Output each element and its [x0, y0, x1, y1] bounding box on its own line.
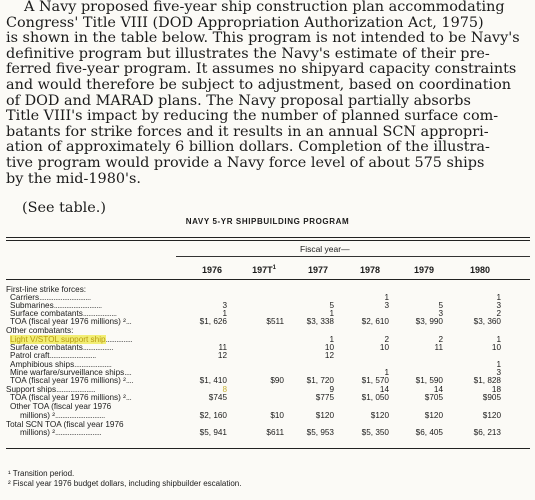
see-table-note: (See table.) — [22, 200, 106, 216]
leader-dots: ............... — [105, 335, 133, 344]
para-line: by the mid-1980's. — [6, 170, 141, 187]
row-label-text: TOA (fiscal year 1976 millions) ² — [10, 393, 126, 402]
row-label — [10, 393, 131, 402]
leader-dots: ................. — [82, 343, 113, 352]
cell-1980: $120 — [482, 411, 501, 420]
cell-1978: 2 — [384, 335, 389, 344]
row-label-text: millions) ² — [20, 428, 56, 437]
row-label-text: Surface combatants — [10, 343, 83, 352]
para-line: and would therefore be subject to adjustment, based on coordination — [6, 76, 512, 93]
para-line: ation of approximately 6 billion dollars. Completion of the illustra- — [6, 139, 490, 156]
row-label-text: Patrol craft — [10, 351, 50, 360]
cell-1978: $1, 570 — [361, 376, 389, 385]
table-top-rule-2 — [6, 240, 530, 241]
cell-1976: 12 — [217, 351, 227, 360]
year-header-0: 1976 — [201, 265, 223, 275]
cell-1977: $1, 720 — [306, 376, 334, 385]
footnote-2: ² Fiscal year 1976 budget dollars, including shipbuilder escalation. — [8, 479, 242, 488]
leader-dots: ................... — [82, 309, 117, 318]
row-label-text: Amphibious ships — [10, 360, 75, 369]
row-label — [10, 351, 96, 360]
row-label-text: Total SCN TOA (fiscal year 1976 — [6, 420, 124, 429]
cell-197T: $90 — [270, 376, 284, 385]
cell-1980: $905 — [482, 393, 501, 402]
cell-1979: 2 — [438, 335, 443, 344]
cell-1980: 10 — [491, 343, 501, 352]
leader-dots: ..................... — [74, 360, 112, 369]
cell-1979: $705 — [424, 393, 443, 402]
cell-1976: 3 — [222, 301, 227, 310]
table-row — [6, 402, 530, 411]
cell-1976: $745 — [208, 393, 227, 402]
cell-1978: 10 — [379, 343, 389, 352]
row-label-text: Mine warfare/surveillance ships — [10, 368, 125, 377]
leader-dots: .... — [125, 376, 133, 385]
row-label-text: Carriers — [10, 293, 40, 302]
para-line: is shown in the table below. This program is not intended to be Navy's — [6, 30, 520, 47]
row-label-text: Surface combatants — [10, 309, 83, 318]
cell-1978: $2, 610 — [361, 317, 389, 326]
table-row — [6, 428, 530, 437]
table-row — [6, 376, 530, 385]
cell-1979: $3, 990 — [415, 317, 443, 326]
para-line: definitive program but illustrates the Navy's estimate of their pre- — [6, 45, 490, 62]
cell-1977: 1 — [329, 309, 334, 318]
row-label — [20, 428, 101, 437]
row-label — [20, 411, 105, 420]
table-row — [6, 393, 530, 402]
para-line: Congress' Title VIII (DOD Appropriation Authorization Act, 1975) — [6, 14, 484, 31]
cell-1980: 2 — [496, 309, 501, 318]
cell-1977: 12 — [324, 351, 334, 360]
cell-1976: $2, 160 — [199, 411, 227, 420]
cell-1978: 1 — [384, 368, 389, 377]
intro-paragraph — [6, 0, 530, 187]
cell-1977: 5 — [329, 301, 334, 310]
cell-1979: 5 — [438, 301, 443, 310]
cell-1979: $120 — [424, 411, 443, 420]
year-header-4: 1979 — [413, 265, 435, 275]
leader-dots: ... — [125, 393, 132, 402]
row-label — [6, 326, 73, 335]
cell-1979: 3 — [438, 309, 443, 318]
cell-1980: 1 — [496, 335, 501, 344]
cell-1978: $5, 350 — [361, 428, 389, 437]
table-bottom-rule — [6, 448, 530, 449]
leader-dots: ... — [125, 317, 132, 326]
cell-1977: 10 — [324, 343, 334, 352]
para-line: of DOD and MARAD plans. The Navy proposal partially absorbs — [6, 92, 471, 109]
cell-1980: $6, 213 — [473, 428, 501, 437]
cell-1976: $5, 941 — [199, 428, 227, 437]
row-label-text: TOA (fiscal year 1976 millions) ² — [10, 376, 126, 385]
row-label — [10, 402, 111, 411]
table-title: NAVY 5-YR SHIPBUILDING PROGRAM — [185, 217, 350, 226]
cell-1980: 18 — [491, 385, 501, 394]
cell-1978: 14 — [379, 385, 389, 394]
para-line: Title VIII's impact by reducing the number of planned surface com- — [6, 108, 499, 125]
cell-197T: $511 — [266, 317, 284, 326]
cell-197T: $10 — [270, 411, 284, 420]
table-row — [6, 317, 530, 326]
row-label-text: Support ships — [6, 385, 57, 394]
leader-dots: ........................... — [53, 301, 102, 310]
leader-dots: ............................ — [55, 411, 105, 420]
year-header-5: 1980 — [469, 265, 491, 275]
cell-1980: 3 — [496, 368, 501, 377]
leader-dots: ............................. — [39, 293, 91, 302]
cell-1979: $1, 590 — [415, 376, 443, 385]
cell-1976: 11 — [218, 343, 227, 352]
fiscal-year-rule — [176, 256, 530, 257]
row-label-text: Other TOA (fiscal year 1976 — [10, 402, 112, 411]
year-header-1: $197T^1$ — [252, 265, 276, 275]
leader-dots: ...................... — [56, 385, 96, 394]
row-label-text: Submarines — [10, 301, 54, 310]
cell-1977: $120 — [315, 411, 334, 420]
cell-1977: $3, 338 — [306, 317, 334, 326]
cell-1976: $1, 410 — [199, 376, 227, 385]
cell-197T: $611 — [266, 428, 284, 437]
cell-1979: $6, 405 — [415, 428, 443, 437]
year-header-2: 1977 — [307, 265, 329, 275]
cell-1980: $3, 360 — [473, 317, 501, 326]
cell-1976: $1, 626 — [199, 317, 227, 326]
cell-1980: 3 — [496, 301, 501, 310]
footnote-1: ¹ Transition period. — [8, 469, 75, 478]
table-row — [6, 326, 530, 335]
para-line: batants for strike forces and it results in an annual SCN appropri- — [6, 123, 489, 140]
table-top-rule — [6, 237, 530, 238]
para-line: tive program would provide a Navy force level of about 575 ships — [6, 154, 485, 171]
leader-dots: .......................... — [49, 351, 96, 360]
row-label-text: millions) ² — [20, 411, 56, 420]
cell-1980: 1 — [496, 293, 501, 302]
year-footnote-mark: 1 — [272, 265, 276, 271]
para-line: ferred five-year program. It assumes no shipyard capacity constraints — [6, 61, 517, 78]
cell-1978: $120 — [370, 411, 389, 420]
cell-1977: 1 — [329, 335, 334, 344]
row-label-text: TOA (fiscal year 1976 millions) ² — [10, 317, 126, 326]
row-label — [10, 317, 131, 326]
cell-1979: 14 — [433, 385, 443, 394]
para-line: A Navy proposed five-year ship construction plan accommodating — [24, 0, 505, 15]
header-bottom-rule — [6, 279, 530, 280]
table-row — [6, 351, 530, 360]
cell-1979: 11 — [434, 343, 443, 352]
cell-1978: $1, 050 — [361, 393, 389, 402]
leader-dots: .... — [124, 368, 132, 377]
cell-1976: 1 — [222, 309, 227, 318]
cell-1980: $1, 828 — [473, 376, 501, 385]
cell-1978: 3 — [384, 301, 389, 310]
cell-1977: $5, 953 — [306, 428, 334, 437]
row-label-text: Light V/STOL support ship — [10, 335, 106, 344]
table-row — [6, 411, 530, 420]
row-label — [10, 376, 133, 385]
cell-1980: 1 — [496, 360, 501, 369]
cell-1977: 9 — [329, 385, 334, 394]
cell-1976: 8 — [222, 385, 227, 394]
leader-dots: .......................... — [55, 428, 102, 437]
fiscal-year-header: Fiscal year— — [300, 244, 350, 254]
year-header-3: 1978 — [359, 265, 381, 275]
row-label-text: Other combatants: — [6, 326, 74, 335]
cell-1978: 1 — [384, 293, 389, 302]
cell-1977: $775 — [315, 393, 334, 402]
row-label-text: First-line strike forces: — [6, 285, 87, 294]
